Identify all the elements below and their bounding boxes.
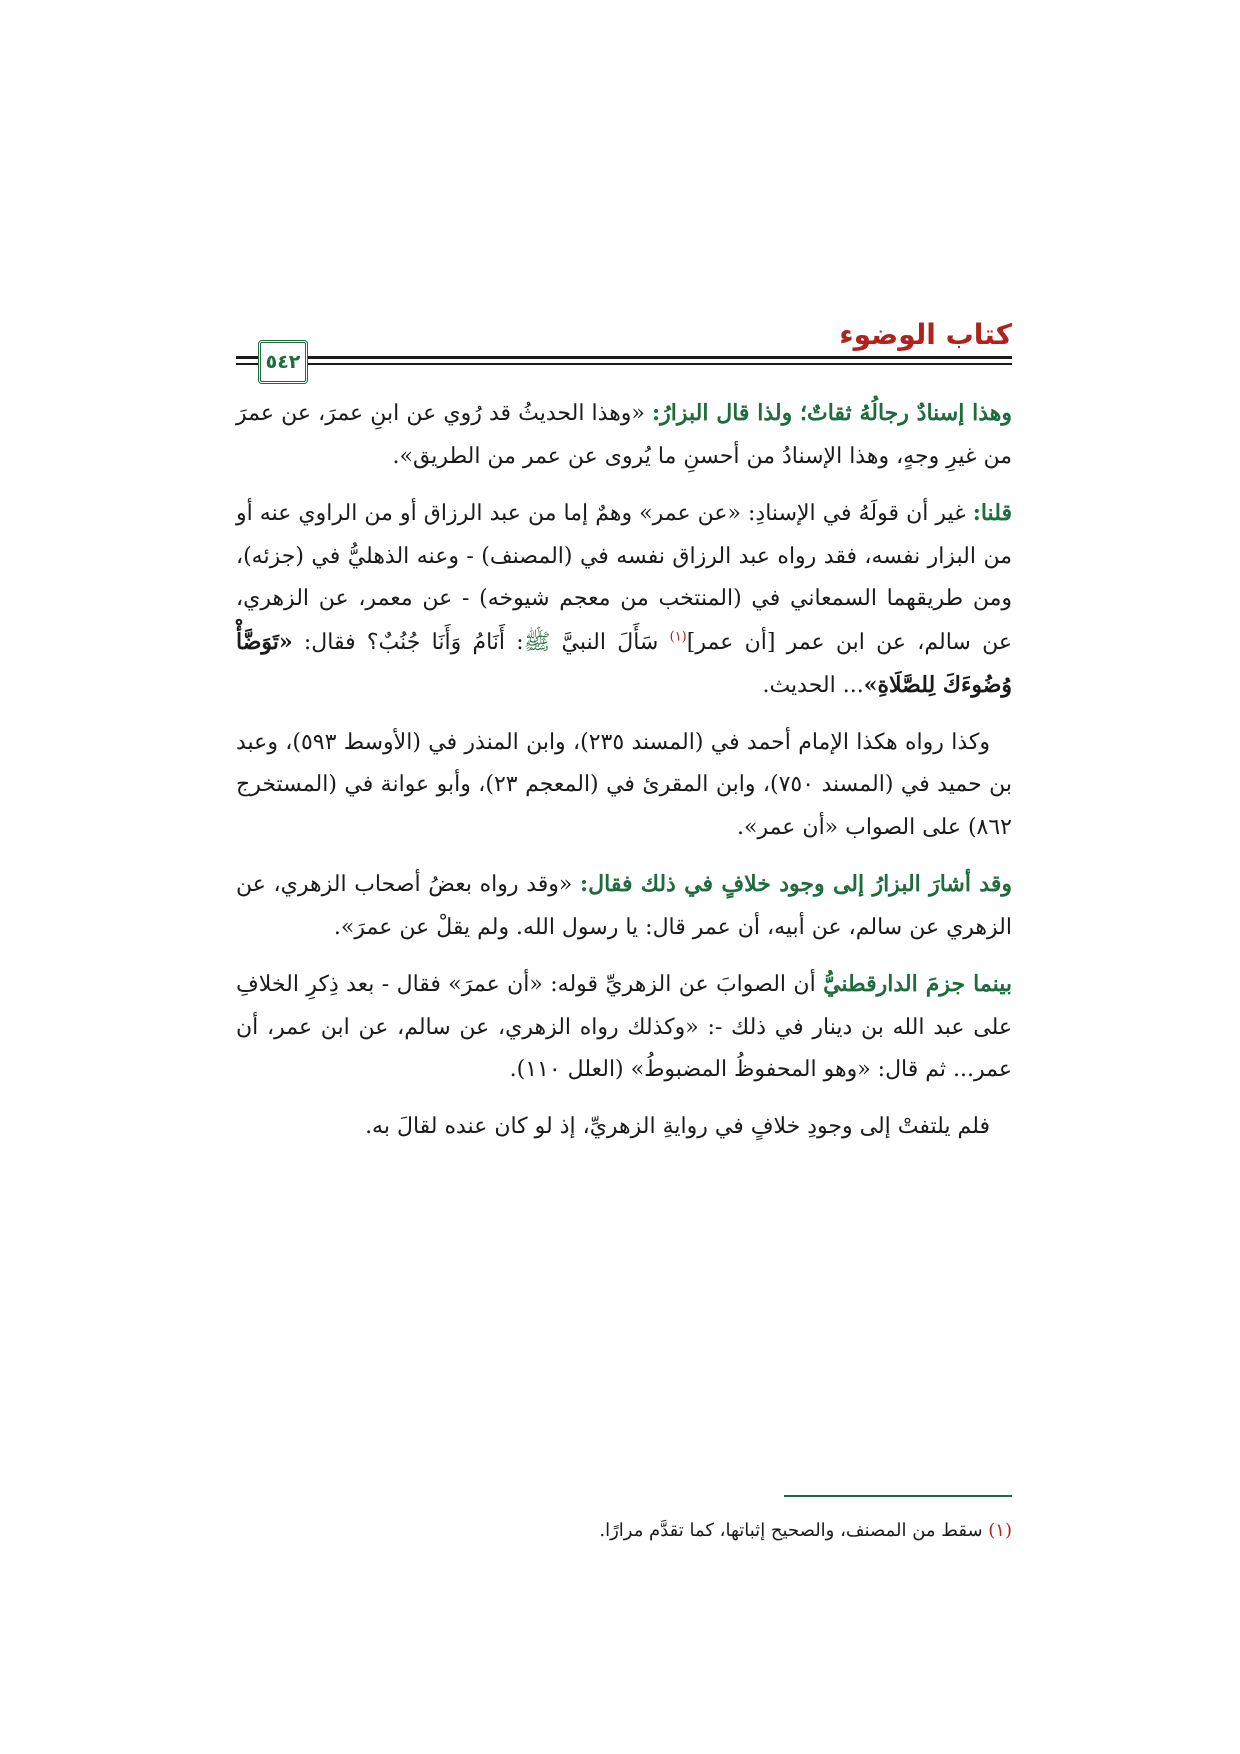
lead-phrase: بينما جزمَ الدارقطنيُّ <box>823 971 1012 997</box>
honorific-symbol: ﷺ <box>523 629 551 655</box>
footnote-divider <box>784 1495 1012 1497</box>
page-header <box>236 318 1012 382</box>
header-rule-thick <box>304 356 1012 359</box>
footnote-reference[interactable]: (١) <box>669 629 687 645</box>
page-number: ٥٤٢ <box>258 340 308 384</box>
footnote-text: سقط من المصنف، والصحيح إثباتها، كما تقدَّم مرارًا. <box>599 1520 989 1541</box>
paragraph-text: أن الصوابَ عن الزهريِّ قوله: «أن عمرَ» فقال - بعد ذِكرِ الخلافِ على عبد الله بن دينار في ذلك -: «وكذلك رواه الزهري، عن سالم، عن ابن عمر، أن عمر... ثم قال: «وهو المحفوظُ المضبوطُ» (العلل ١١٠). <box>236 972 1012 1082</box>
paragraph-6 <box>236 1106 1012 1149</box>
main-text <box>236 392 1012 1162</box>
hadith-quote: «تَوَضَّأْ وُضُوءَكَ لِلصَّلَاةِ» <box>236 628 1012 698</box>
paragraph-text: «وقد رواه بعضُ أصحاب الزهري، عن الزهري عن سالم، عن أبيه، أن عمر قال: يا رسول الله. ولم يقلْ عن عمرَ». <box>236 872 1012 940</box>
paragraph-1 <box>236 392 1012 478</box>
paragraph-2 <box>236 492 1012 708</box>
paragraph-text: «وهذا الحديثُ قد رُوي عن ابنِ عمرَ، عن عمرَ من غيرِ وجهٍ، وهذا الإسنادُ من أحسنِ ما يُروى عن عمر من الطريق». <box>236 401 1012 469</box>
lead-phrase: قلنا: <box>972 500 1012 526</box>
chapter-title: كتاب الوضوء <box>839 318 1012 351</box>
paragraph-text: غير أن قولَهُ في الإسنادِ: «عن عمر» وهمٌ إما من عبد الرزاق أو من الراوي عنه أو من البزار نفسه، فقد رواه عبد الرزاق نفسه في (المصنف) - وعنه الذهليُّ في (جزئه)، ومن طريقهما السمعاني في (المنتخب من معجم شيوخه) - عن معمر، عن الزهري، عن سالم، عن ابن عمر [أن عمر] <box>236 501 1012 655</box>
paragraph-text: : أَنَامُ وَأَنَا جُنُبٌ؟ فقال: <box>292 629 524 655</box>
paragraph-5 <box>236 963 1012 1092</box>
header-rule-left-thick <box>236 356 258 359</box>
paragraph-3 <box>236 722 1012 850</box>
lead-phrase: وقد أشارَ البزارُ إلى وجود خلافٍ في ذلك فقال: <box>580 871 1012 897</box>
header-rule-left-thin <box>236 363 258 365</box>
paragraph-text: وكذا رواه هكذا الإمام أحمد في (المسند ٢٣٥)، وابن المنذر في (الأوسط ٥٩٣)، وعبد بن حميد في (المسند ٧٥٠)، وابن المقرئ في (المعجم ٢٣)، وأبو عوانة في (المستخرج ٨٦٢) على الصواب «أن عمر». <box>236 729 1012 840</box>
footnote-number: (١) <box>988 1520 1012 1541</box>
paragraph-text: سَأَلَ النبيَّ <box>550 629 670 655</box>
paragraph-text: ... الحديث. <box>762 673 864 698</box>
lead-phrase: وهذا إسنادٌ رجالُهُ ثقاتٌ؛ ولذا قال البزارُ: <box>652 400 1012 426</box>
paragraph-4 <box>236 863 1012 949</box>
footnote <box>236 1520 1012 1541</box>
paragraph-text: فلم يلتفتْ إلى وجودِ خلافٍ في روايةِ الزهريِّ، إذ لو كان عنده لقالَ به. <box>365 1113 990 1139</box>
header-rule-thin <box>304 363 1012 365</box>
